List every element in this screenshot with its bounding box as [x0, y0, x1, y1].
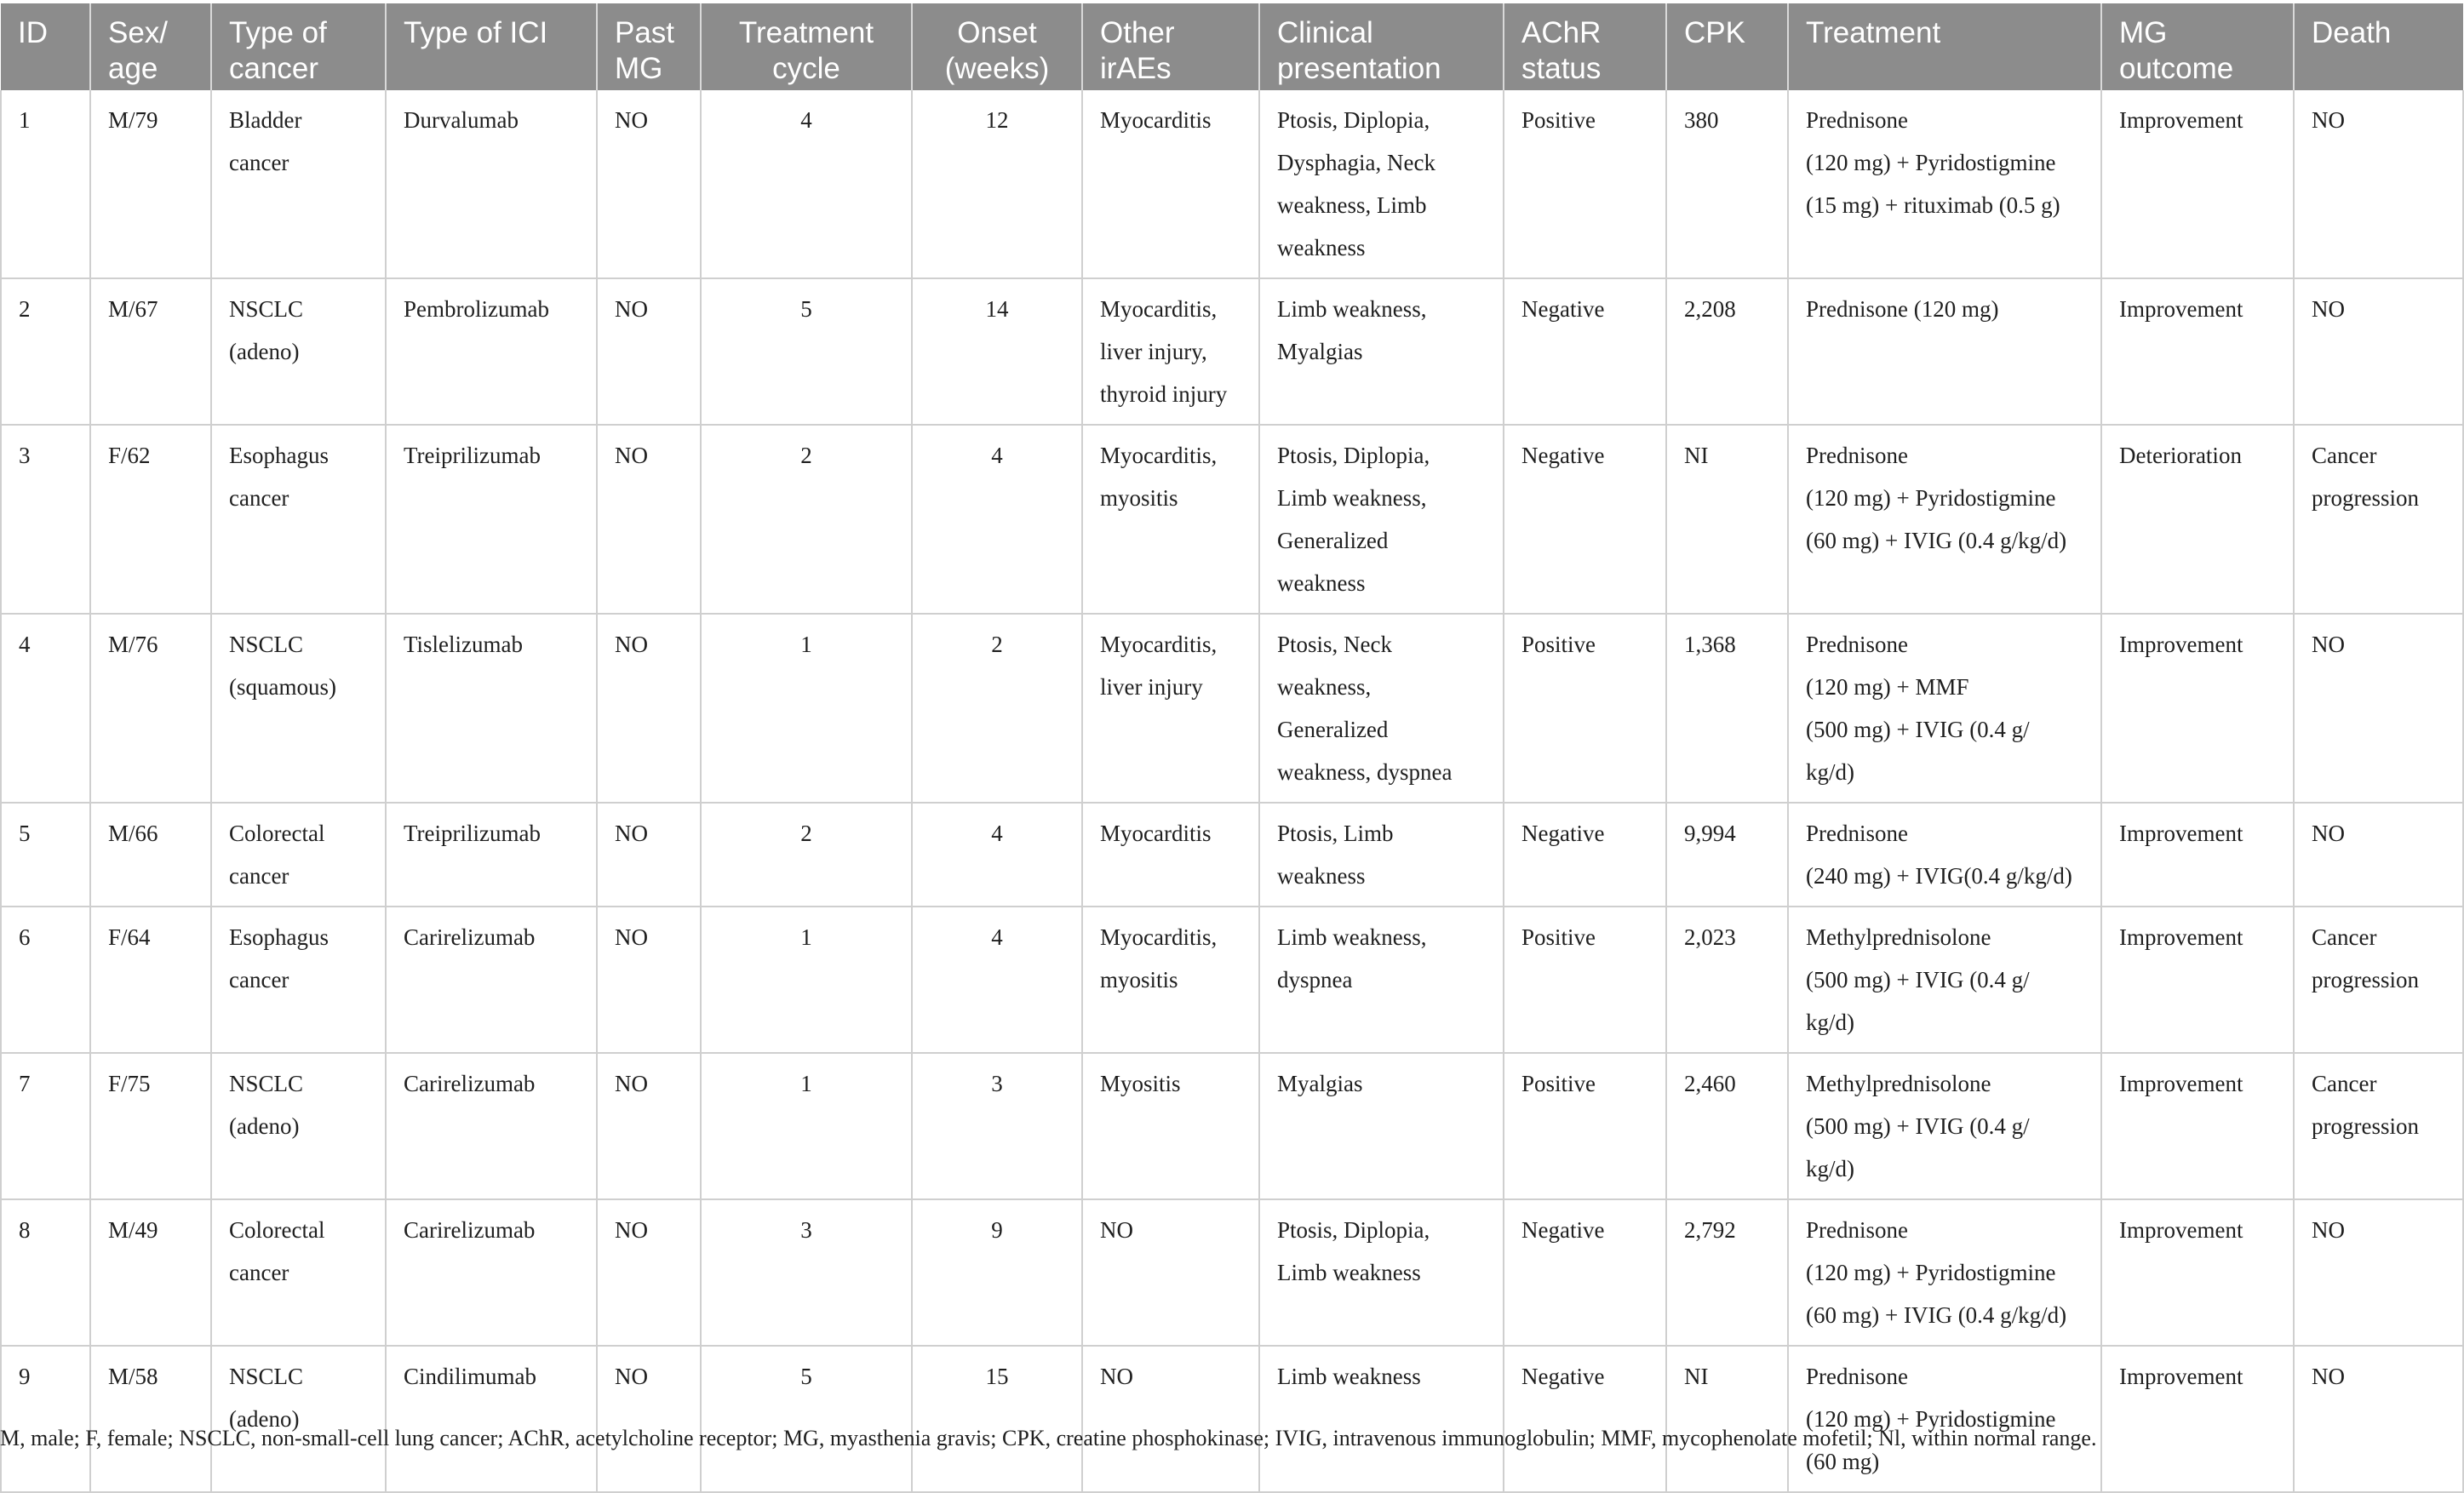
table-cell: Prednisone (120 mg) + Pyridostigmine (60 mg) + IVIG (0.4 g/kg/d) [1788, 1199, 2101, 1346]
table-cell: 1 [701, 1053, 912, 1199]
table-cell: Colorectal cancer [211, 803, 386, 907]
table-cell: 8 [1, 1199, 90, 1346]
table-cell: Deterioration [2101, 425, 2294, 614]
table-cell: M/67 [90, 278, 211, 425]
table-cell: 1 [701, 907, 912, 1053]
table-cell: NSCLC (adeno) [211, 1053, 386, 1199]
table-body [1, 90, 2463, 1492]
table-cell: Positive [1504, 1053, 1666, 1199]
table-cell: 7 [1, 1053, 90, 1199]
table-cell: Myocarditis, liver injury [1082, 614, 1259, 803]
table-cell: 4 [912, 425, 1082, 614]
table-cell: Ptosis, Diplopia, Dysphagia, Neck weakness, Limb weakness [1259, 90, 1504, 278]
table-cell: 3 [701, 1199, 912, 1346]
table-row [1, 803, 2463, 907]
column-header: ID [1, 3, 90, 90]
table-cell: NO [2294, 1346, 2463, 1492]
column-header: CPK [1666, 3, 1788, 90]
table-cell: Negative [1504, 1346, 1666, 1492]
table-cell: 5 [701, 278, 912, 425]
table-cell: Prednisone (120 mg) + Pyridostigmine (60 mg) [1788, 1346, 2101, 1492]
table-row [1, 425, 2463, 614]
table-cell: 4 [701, 90, 912, 278]
table-cell: Cancer progression [2294, 907, 2463, 1053]
table-cell: NI [1666, 1346, 1788, 1492]
table-cell: 1,368 [1666, 614, 1788, 803]
table-cell: 6 [1, 907, 90, 1053]
table-cell: Ptosis, Limb weakness [1259, 803, 1504, 907]
column-header: Type of cancer [211, 3, 386, 90]
table-cell: Tislelizumab [386, 614, 597, 803]
table-cell: NO [597, 90, 701, 278]
table-cell: 3 [1, 425, 90, 614]
table-row [1, 1199, 2463, 1346]
table-cell: M/66 [90, 803, 211, 907]
table-cell: Ptosis, Diplopia, Limb weakness [1259, 1199, 1504, 1346]
table-cell: Improvement [2101, 803, 2294, 907]
table-cell: F/64 [90, 907, 211, 1053]
table-row [1, 907, 2463, 1053]
table-cell: 2 [701, 803, 912, 907]
column-header: Treatment [1788, 3, 2101, 90]
column-header: Treatment cycle [701, 3, 912, 90]
table-cell: NO [2294, 1199, 2463, 1346]
table-cell: NO [2294, 90, 2463, 278]
table-cell: Prednisone (240 mg) + IVIG(0.4 g/kg/d) [1788, 803, 2101, 907]
table-cell: Limb weakness [1259, 1346, 1504, 1492]
table-cell: Pembrolizumab [386, 278, 597, 425]
table-cell: Carirelizumab [386, 907, 597, 1053]
table-row [1, 614, 2463, 803]
table-cell: NSCLC (adeno) [211, 278, 386, 425]
table-cell: Durvalumab [386, 90, 597, 278]
table-cell: NO [2294, 803, 2463, 907]
table-footnote: M, male; F, female; NSCLC, non-small-cell lung cancer; AChR, acetylcholine receptor; MG, myasthenia gravis; CPK, creatine phosphokinase; IVIG, intravenous immunoglobulin; MMF, mycophenolate mofetil; Nl, within normal range. [0, 1426, 2097, 1450]
table-cell: Negative [1504, 803, 1666, 907]
table-cell: Myocarditis [1082, 90, 1259, 278]
table-cell: Esophagus cancer [211, 907, 386, 1053]
table-cell: NO [597, 907, 701, 1053]
table-cell: Myocarditis, myositis [1082, 425, 1259, 614]
table-cell: Cancer progression [2294, 425, 2463, 614]
table-cell: 380 [1666, 90, 1788, 278]
table-row [1, 278, 2463, 425]
column-header: Sex/ age [90, 3, 211, 90]
table-cell: M/49 [90, 1199, 211, 1346]
table-cell: Negative [1504, 425, 1666, 614]
table-cell: NO [597, 1199, 701, 1346]
table-cell: Limb weakness, dyspnea [1259, 907, 1504, 1053]
table-cell: Cindilimumab [386, 1346, 597, 1492]
patient-characteristics-table [0, 3, 2464, 1493]
table-row [1, 90, 2463, 278]
table-cell: 9,994 [1666, 803, 1788, 907]
table-cell: NSCLC (squamous) [211, 614, 386, 803]
table-cell: 9 [1, 1346, 90, 1492]
table-cell: NO [597, 1053, 701, 1199]
column-header: Type of ICI [386, 3, 597, 90]
table-cell: NO [1082, 1346, 1259, 1492]
table-cell: Negative [1504, 278, 1666, 425]
table-cell: 2,460 [1666, 1053, 1788, 1199]
column-header: MG outcome [2101, 3, 2294, 90]
table-cell: Myalgias [1259, 1053, 1504, 1199]
table-cell: Myocarditis [1082, 803, 1259, 907]
table-cell: 3 [912, 1053, 1082, 1199]
table-cell: 1 [1, 90, 90, 278]
table-cell: Prednisone (120 mg) [1788, 278, 2101, 425]
column-header: Death [2294, 3, 2463, 90]
table-cell: 5 [1, 803, 90, 907]
table-cell: Prednisone (120 mg) + MMF (500 mg) + IVIG (0.4 g/ kg/d) [1788, 614, 2101, 803]
table-cell: Myocarditis, liver injury, thyroid injury [1082, 278, 1259, 425]
table-cell: Ptosis, Diplopia, Limb weakness, Generalized weakness [1259, 425, 1504, 614]
table-cell: Myocarditis, myositis [1082, 907, 1259, 1053]
table-row [1, 1053, 2463, 1199]
table-cell: NO [2294, 614, 2463, 803]
table-cell: Ptosis, Neck weakness, Generalized weakness, dyspnea [1259, 614, 1504, 803]
table-cell: Treiprilizumab [386, 803, 597, 907]
table-cell: Carirelizumab [386, 1053, 597, 1199]
table-cell: Improvement [2101, 1199, 2294, 1346]
table-cell: Limb weakness, Myalgias [1259, 278, 1504, 425]
table-cell: Myositis [1082, 1053, 1259, 1199]
table-cell: Methylprednisolone (500 mg) + IVIG (0.4 g/ kg/d) [1788, 1053, 2101, 1199]
table-cell: Improvement [2101, 614, 2294, 803]
table-header-row [1, 3, 2463, 90]
table-cell: Improvement [2101, 278, 2294, 425]
table-cell: NO [1082, 1199, 1259, 1346]
table-cell: F/62 [90, 425, 211, 614]
table-cell: F/75 [90, 1053, 211, 1199]
column-header: Past MG [597, 3, 701, 90]
table-cell: 9 [912, 1199, 1082, 1346]
table-cell: Prednisone (120 mg) + Pyridostigmine (15 mg) + rituximab (0.5 g) [1788, 90, 2101, 278]
table-cell: Methylprednisolone (500 mg) + IVIG (0.4 g/ kg/d) [1788, 907, 2101, 1053]
table-cell: 2,208 [1666, 278, 1788, 425]
column-header: Other irAEs [1082, 3, 1259, 90]
column-header: AChR status [1504, 3, 1666, 90]
table-cell: Improvement [2101, 1053, 2294, 1199]
table-cell: 4 [1, 614, 90, 803]
table-cell: 12 [912, 90, 1082, 278]
table-row [1, 1346, 2463, 1492]
table-cell: 2 [1, 278, 90, 425]
table-cell: Esophagus cancer [211, 425, 386, 614]
table-cell: Positive [1504, 907, 1666, 1053]
table-cell: 14 [912, 278, 1082, 425]
table-cell: Improvement [2101, 90, 2294, 278]
table-cell: Cancer progression [2294, 1053, 2463, 1199]
table-cell: 4 [912, 803, 1082, 907]
table-cell: 2 [912, 614, 1082, 803]
table-cell: NO [2294, 278, 2463, 425]
table-cell: M/79 [90, 90, 211, 278]
table-cell: 2 [701, 425, 912, 614]
table-cell: NI [1666, 425, 1788, 614]
table-cell: 15 [912, 1346, 1082, 1492]
table-cell: 1 [701, 614, 912, 803]
table-cell: NO [597, 803, 701, 907]
table-cell: Treiprilizumab [386, 425, 597, 614]
table-cell: NSCLC (adeno) [211, 1346, 386, 1492]
table-cell: M/58 [90, 1346, 211, 1492]
table-cell: NO [597, 278, 701, 425]
table-cell: Positive [1504, 614, 1666, 803]
table-cell: Colorectal cancer [211, 1199, 386, 1346]
table-cell: NO [597, 614, 701, 803]
table-cell: 5 [701, 1346, 912, 1492]
patient-table-container [0, 3, 2462, 1493]
table-cell: Improvement [2101, 907, 2294, 1053]
table-cell: Improvement [2101, 1346, 2294, 1492]
table-cell: NO [597, 425, 701, 614]
column-header: Clinical presentation [1259, 3, 1504, 90]
table-cell: Negative [1504, 1199, 1666, 1346]
table-cell: NO [597, 1346, 701, 1492]
table-cell: Carirelizumab [386, 1199, 597, 1346]
column-header: Onset (weeks) [912, 3, 1082, 90]
table-cell: 2,792 [1666, 1199, 1788, 1346]
table-cell: M/76 [90, 614, 211, 803]
table-cell: 2,023 [1666, 907, 1788, 1053]
table-cell: Positive [1504, 90, 1666, 278]
table-cell: Prednisone (120 mg) + Pyridostigmine (60 mg) + IVIG (0.4 g/kg/d) [1788, 425, 2101, 614]
table-cell: 4 [912, 907, 1082, 1053]
table-cell: Bladder cancer [211, 90, 386, 278]
